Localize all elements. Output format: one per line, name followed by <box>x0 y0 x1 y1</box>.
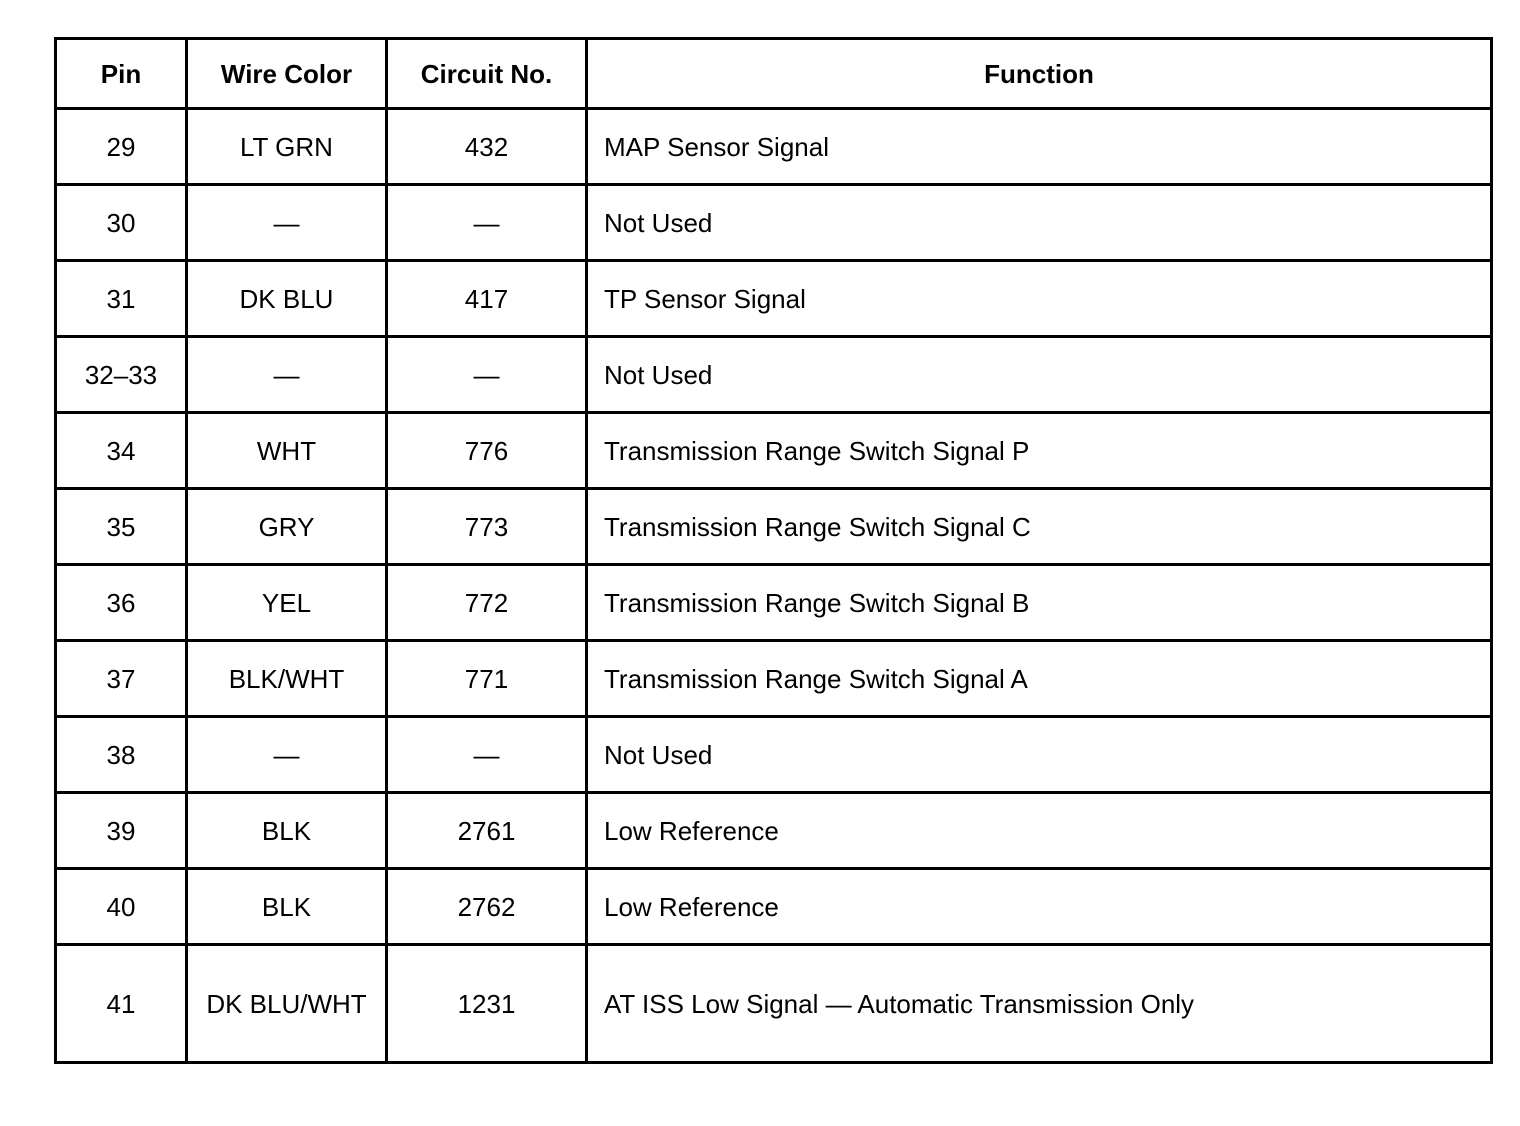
cell-wire-color: LT GRN <box>187 109 387 185</box>
cell-pin: 32–33 <box>56 337 187 413</box>
cell-function: Not Used <box>587 185 1492 261</box>
table-row <box>56 185 1492 261</box>
table-header-row <box>56 39 1492 109</box>
cell-pin: 34 <box>56 413 187 489</box>
cell-function: MAP Sensor Signal <box>587 109 1492 185</box>
cell-pin: 41 <box>56 945 187 1063</box>
cell-circuit-no: 776 <box>387 413 587 489</box>
cell-circuit-no: 432 <box>387 109 587 185</box>
table-row <box>56 261 1492 337</box>
header-wire-color: Wire Color <box>187 39 387 109</box>
cell-circuit-no: — <box>387 185 587 261</box>
table-row <box>56 109 1492 185</box>
cell-pin: 37 <box>56 641 187 717</box>
connector-pinout-table <box>54 37 1493 1064</box>
table-row <box>56 489 1492 565</box>
header-function: Function <box>587 39 1492 109</box>
cell-wire-color: BLK/WHT <box>187 641 387 717</box>
table-row <box>56 565 1492 641</box>
cell-circuit-no: 2761 <box>387 793 587 869</box>
cell-pin: 29 <box>56 109 187 185</box>
cell-function: Transmission Range Switch Signal A <box>587 641 1492 717</box>
cell-function: Low Reference <box>587 793 1492 869</box>
cell-function: Not Used <box>587 717 1492 793</box>
cell-wire-color: GRY <box>187 489 387 565</box>
cell-function: Transmission Range Switch Signal B <box>587 565 1492 641</box>
table-row <box>56 793 1492 869</box>
header-circuit-no: Circuit No. <box>387 39 587 109</box>
cell-circuit-no: 2762 <box>387 869 587 945</box>
table-row <box>56 641 1492 717</box>
cell-circuit-no: 1231 <box>387 945 587 1063</box>
cell-circuit-no: — <box>387 337 587 413</box>
cell-circuit-no: 771 <box>387 641 587 717</box>
cell-function: Transmission Range Switch Signal P <box>587 413 1492 489</box>
cell-wire-color: YEL <box>187 565 387 641</box>
cell-circuit-no: — <box>387 717 587 793</box>
cell-function: Low Reference <box>587 869 1492 945</box>
table-row <box>56 945 1492 1063</box>
cell-pin: 31 <box>56 261 187 337</box>
cell-wire-color: BLK <box>187 793 387 869</box>
table-row <box>56 413 1492 489</box>
cell-wire-color: DK BLU/WHT <box>187 945 387 1063</box>
cell-wire-color: — <box>187 185 387 261</box>
cell-circuit-no: 773 <box>387 489 587 565</box>
cell-pin: 30 <box>56 185 187 261</box>
cell-pin: 39 <box>56 793 187 869</box>
cell-pin: 36 <box>56 565 187 641</box>
cell-wire-color: BLK <box>187 869 387 945</box>
cell-wire-color: WHT <box>187 413 387 489</box>
table-row <box>56 337 1492 413</box>
cell-pin: 35 <box>56 489 187 565</box>
table-row <box>56 717 1492 793</box>
cell-function: TP Sensor Signal <box>587 261 1492 337</box>
cell-function: AT ISS Low Signal — Automatic Transmission Only <box>587 945 1492 1063</box>
header-pin: Pin <box>56 39 187 109</box>
cell-wire-color: — <box>187 717 387 793</box>
cell-wire-color: — <box>187 337 387 413</box>
cell-function: Not Used <box>587 337 1492 413</box>
cell-pin: 40 <box>56 869 187 945</box>
table-row <box>56 869 1492 945</box>
cell-function: Transmission Range Switch Signal C <box>587 489 1492 565</box>
cell-circuit-no: 772 <box>387 565 587 641</box>
cell-pin: 38 <box>56 717 187 793</box>
cell-circuit-no: 417 <box>387 261 587 337</box>
cell-wire-color: DK BLU <box>187 261 387 337</box>
